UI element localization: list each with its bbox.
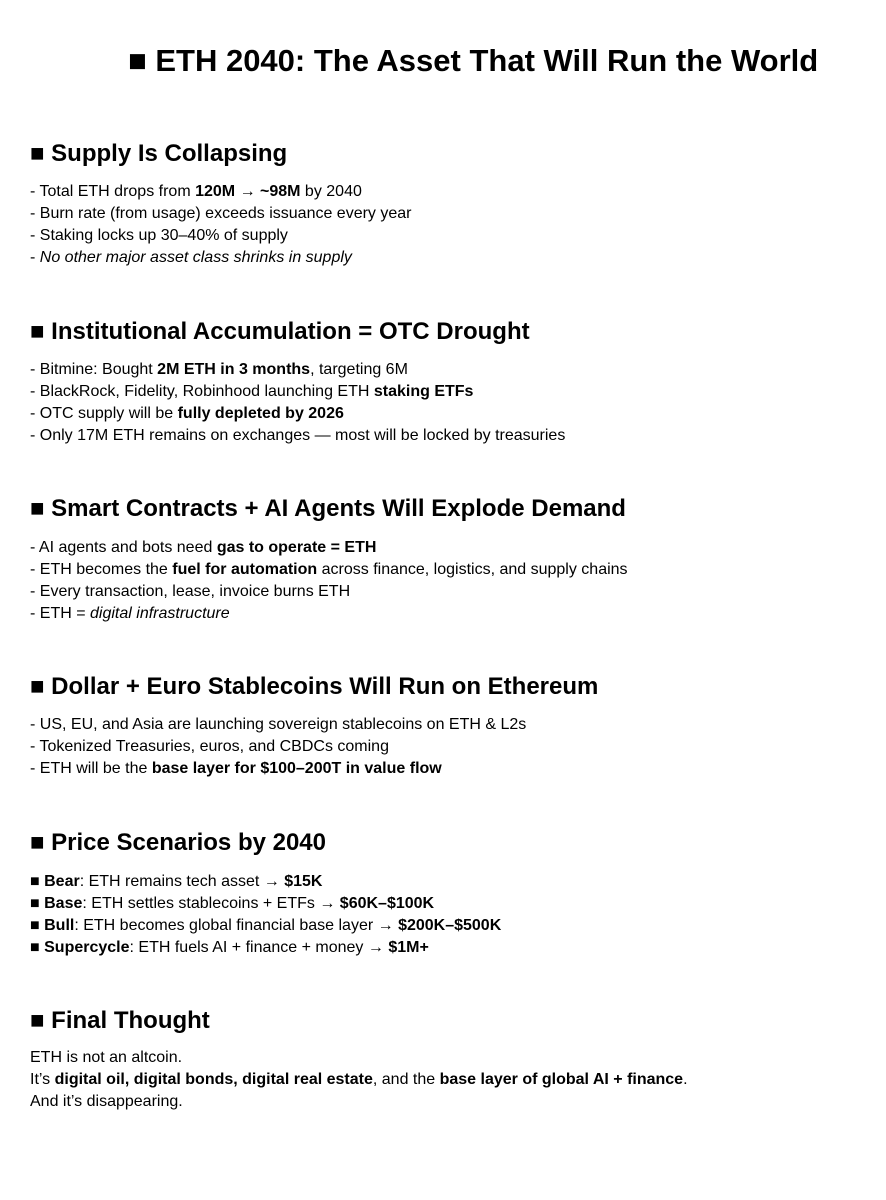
section-heading-supply: ■ Supply Is Collapsing [30, 140, 288, 167]
list-item: - ETH will be the base layer for $100–200T in value flow [30, 760, 442, 777]
list-item: - ETH becomes the fuel for automation across finance, logistics, and supply chains [30, 561, 628, 578]
list-item: - Every transaction, lease, invoice burns ETH [30, 583, 351, 600]
list-item: - Burn rate (from usage) exceeds issuance every year [30, 205, 412, 222]
list-item: - AI agents and bots need gas to operate = ETH [30, 539, 377, 556]
final-thought-paragraph [30, 1047, 688, 1113]
price-scenarios-list [30, 871, 501, 959]
scenario-supercycle: ■ Supercycle: ETH fuels AI + finance + money → $1M+ [30, 939, 429, 956]
list-item: - Bitmine: Bought 2M ETH in 3 months, targeting 6M [30, 361, 408, 378]
institutional-list [30, 359, 565, 447]
list-item: - Only 17M ETH remains on exchanges — most will be locked by treasuries [30, 427, 566, 444]
section-heading-final-thought: ■ Final Thought [30, 1007, 210, 1034]
list-item: - Tokenized Treasuries, euros, and CBDCs coming [30, 738, 389, 755]
list-item: - Staking locks up 30–40% of supply [30, 227, 288, 244]
list-item: - US, EU, and Asia are launching sovereign stablecoins on ETH & L2s [30, 716, 527, 733]
scenario-bear: ■ Bear: ETH remains tech asset → $15K [30, 873, 323, 890]
list-item: - No other major asset class shrinks in supply [30, 249, 352, 266]
scenario-base: ■ Base: ETH settles stablecoins + ETFs → $60K–$100K [30, 895, 435, 912]
page-title: ■ ETH 2040: The Asset That Will Run the World [128, 43, 819, 78]
stablecoins-list [30, 714, 526, 780]
list-item: - OTC supply will be fully depleted by 2026 [30, 405, 344, 422]
list-item: - Total ETH drops from 120M → ~98M by 2040 [30, 183, 362, 200]
final-thought-line: And it’s disappearing. [30, 1093, 183, 1110]
section-heading-stablecoins: ■ Dollar + Euro Stablecoins Will Run on Ethereum [30, 673, 599, 700]
section-heading-smart-contracts: ■ Smart Contracts + AI Agents Will Explode Demand [30, 495, 626, 522]
list-item: - ETH = digital infrastructure [30, 605, 230, 622]
final-thought-line: ETH is not an altcoin. [30, 1049, 183, 1066]
section-heading-institutional: ■ Institutional Accumulation = OTC Drought [30, 318, 530, 345]
scenario-bull: ■ Bull: ETH becomes global financial base layer → $200K–$500K [30, 917, 502, 934]
supply-list [30, 181, 412, 269]
section-heading-price-scenarios: ■ Price Scenarios by 2040 [30, 829, 327, 856]
final-thought-line: It’s digital oil, digital bonds, digital real estate, and the base layer of global AI + finance. [30, 1071, 688, 1088]
smart-contracts-list [30, 537, 628, 625]
list-item: - BlackRock, Fidelity, Robinhood launching ETH staking ETFs [30, 383, 474, 400]
